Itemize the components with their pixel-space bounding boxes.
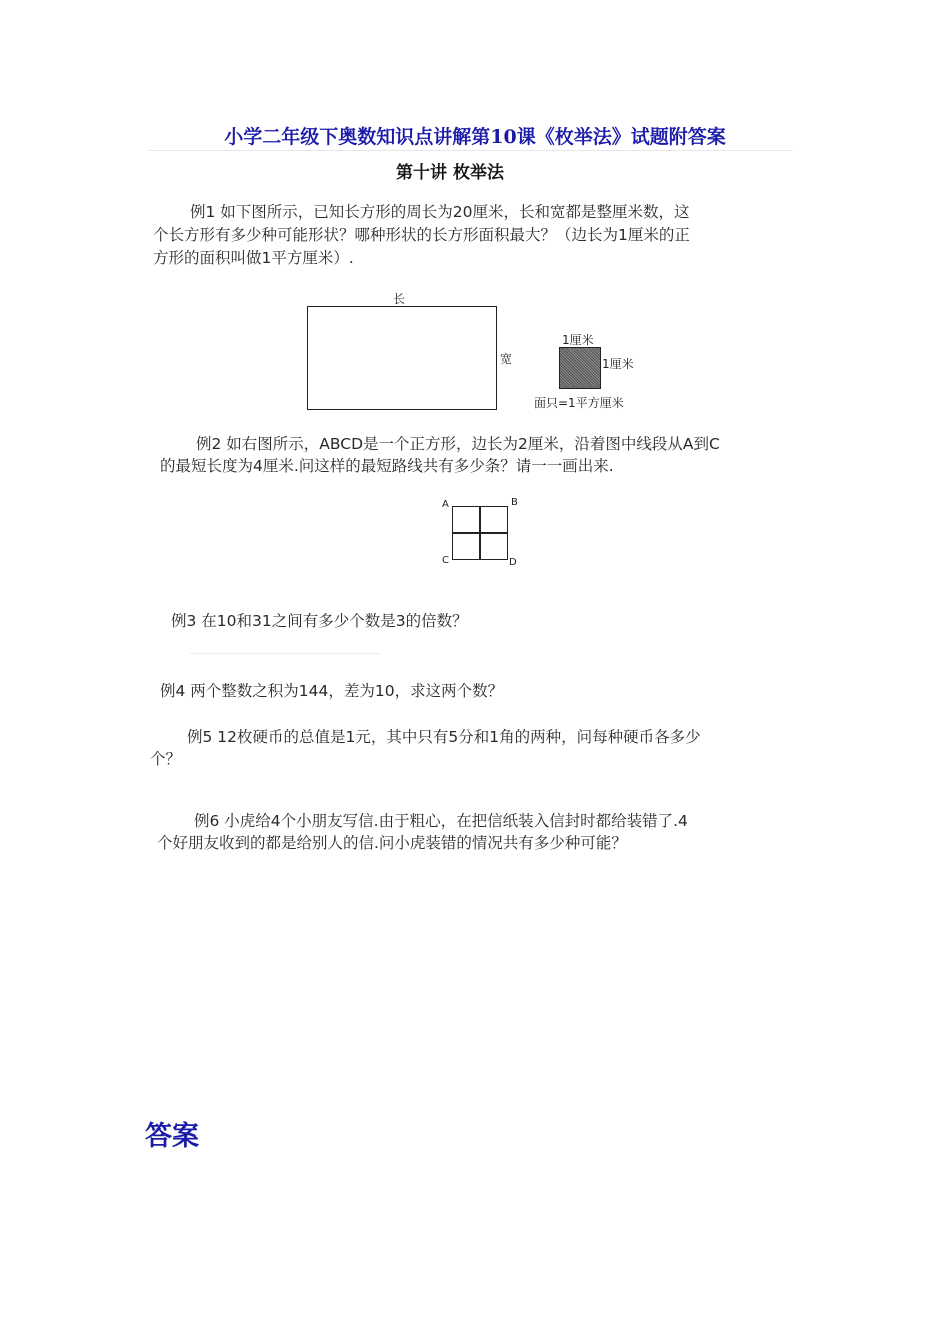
scan-faint-line: [190, 653, 380, 654]
figure-1-width-label: 宽: [500, 352, 513, 366]
example-6-line-1: 例6 小虎给4个小朋友写信.由于粗心，在把信纸装入信封时都给装错了.4: [194, 812, 688, 830]
figure-1-rectangle: [307, 306, 497, 410]
answer-heading: 答案: [145, 1121, 199, 1152]
figure-2-corner-c: C: [442, 555, 449, 566]
scan-top-line: [148, 150, 793, 151]
example-2-line-2: 的最短长度为4厘米.问这样的最短路线共有多少条？请一一画出来.: [160, 457, 614, 475]
lecture-title: 第十讲 枚举法: [396, 163, 504, 183]
figure-1-area-label: 面只=1平方厘米: [534, 396, 624, 410]
example-2-line-1: 例2 如右图所示，ABCD是一个正方形，边长为2厘米，沿着图中线段从A到C: [196, 435, 720, 453]
example-1-line-2: 个长方形有多少种可能形状？哪种形状的长方形面积最大？（边长为1厘米的正: [153, 226, 690, 244]
figure-1-square-side-label: 1厘米: [602, 357, 634, 371]
document-title: 小学二年级下奥数知识点讲解第10课《枚举法》试题附答案: [224, 126, 726, 148]
example-3-line-1: 例3 在10和31之间有多少个数是3的倍数？: [171, 612, 468, 630]
example-4-line-1: 例4 两个整数之积为144，差为10，求这两个数？: [160, 682, 504, 700]
example-5-line-1: 例5 12枚硬币的总值是1元，其中只有5分和1角的两种，问每种硬币各多少: [187, 728, 701, 746]
figure-2-horizontal-line: [452, 532, 508, 534]
figure-2-corner-b: B: [511, 497, 518, 508]
example-5-line-2: 个？: [150, 750, 182, 768]
figure-2-corner-d: D: [509, 557, 517, 568]
figure-2-corner-a: A: [442, 499, 449, 510]
figure-1-square-top-label: 1厘米: [562, 333, 594, 347]
example-1-line-3: 方形的面积叫做1平方厘米）.: [153, 249, 354, 267]
example-1-line-1: 例1 如下图所示，已知长方形的周长为20厘米，长和宽都是整厘米数，这: [190, 203, 690, 221]
example-6-line-2: 个好朋友收到的都是给别人的信.问小虎装错的情况共有多少种可能？: [157, 834, 627, 852]
figure-1-unit-square: [559, 347, 601, 389]
figure-1-length-label: 长: [393, 292, 406, 306]
